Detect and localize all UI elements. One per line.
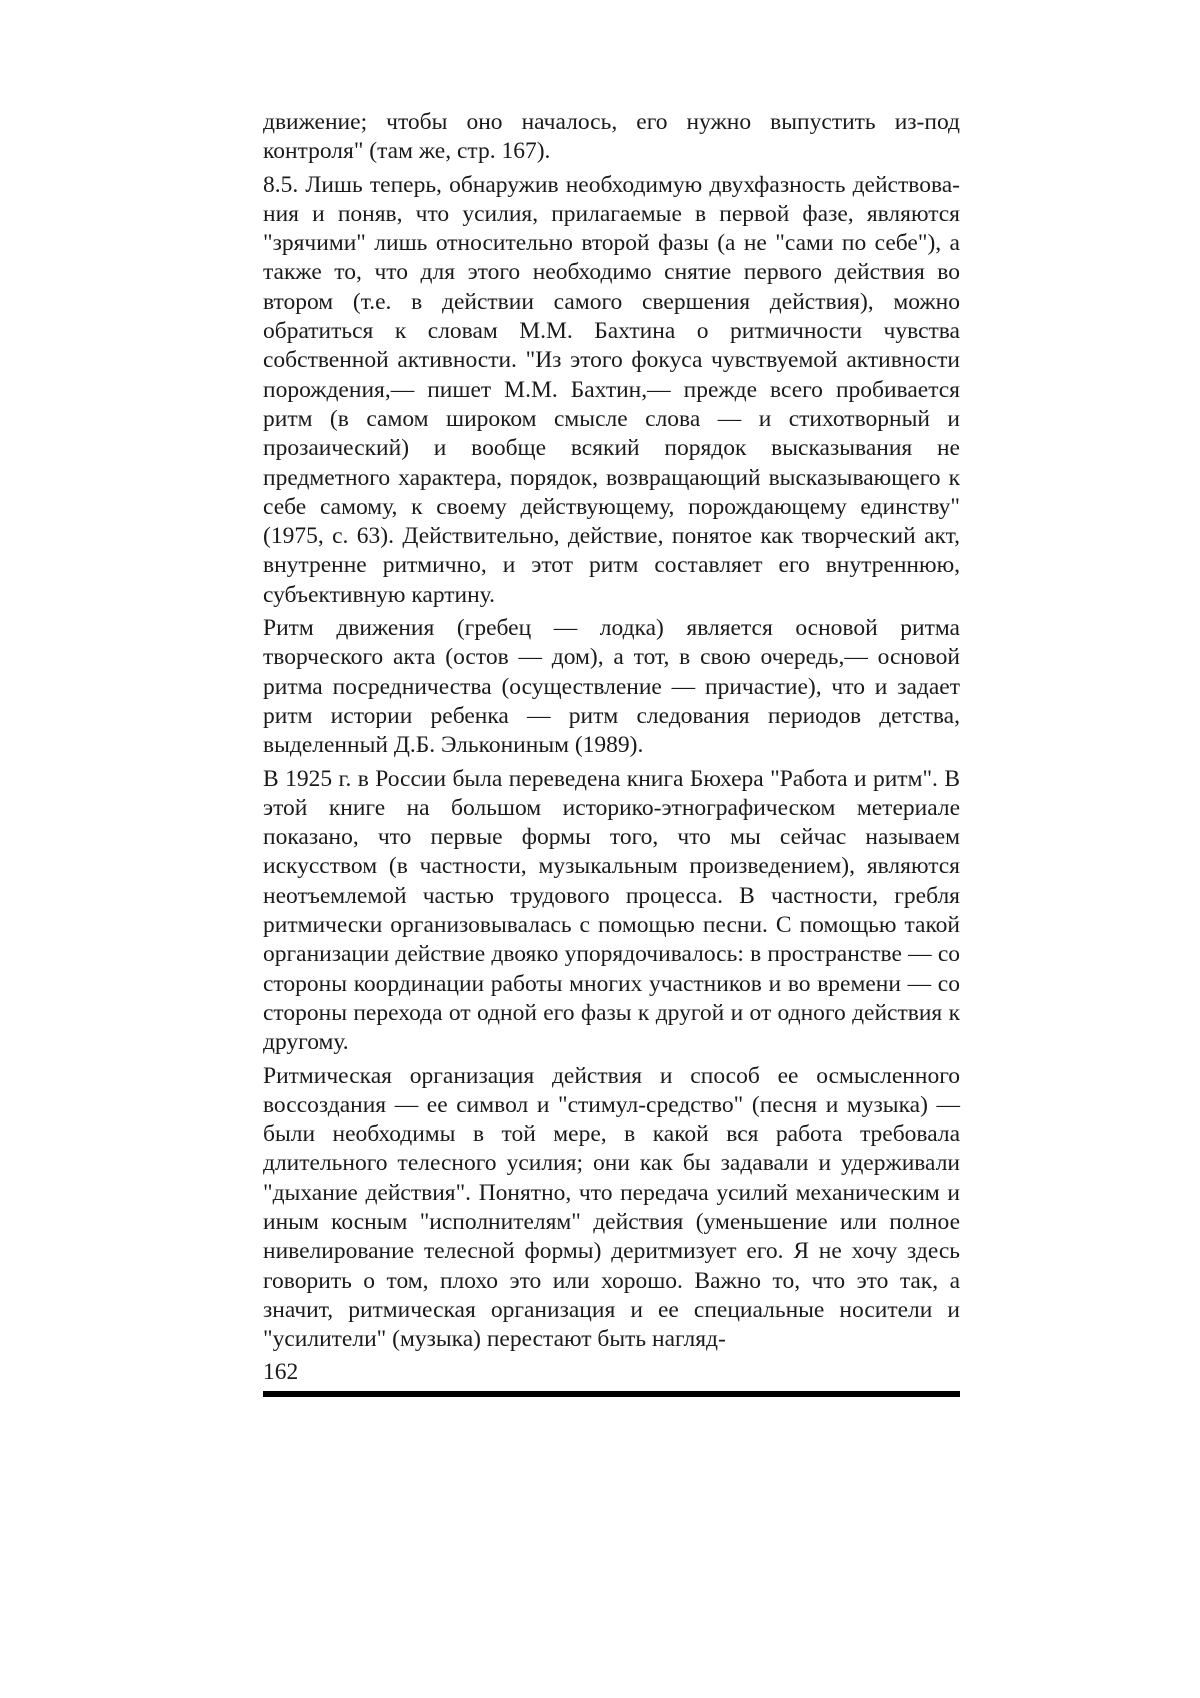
paragraph-section-8-5: 8.5. Лишь теперь, обнаружив необходимую двухфазность действова-ния и поняв, что усилия, прилагаемые в первой фазе, являются "зрячими" лишь относительно второй фазы (а не "сами по себе"), а также то, что для этого необходимо снятие первого действия во втором (т.е. в действии самого свершения действия), можно обратиться к словам М.М. Бахтина о ритмичности чувства собственной активности. "Из этого фокуса чувствуемой активности порождения,— пишет М.М. Бахтин,— прежде всего пробивается ритм (в самом широком смысле слова — и стихотворный и прозаический) и вообще всякий порядок высказывания не предметного характера, порядок, возвращающий высказывающего к себе самому, к своему действующему, порождающему единству" (1975, с. 63). Действительно, действие, понятое как творческий акт, внутренне ритмично, и этот ритм составляет его внутреннюю, субъективную картину.	[263, 171, 960, 608]
paragraph-rhythm-of-movement: Ритм движения (гребец — лодка) является основой ритма творческого акта (остов — дом), а тот, в свою очередь,— основой ритма посредничества (осуществление — причастие), что и задает ритм истории ребенка — ритм следования периодов детства, выделенный Д.Б. Элькониным (1989).	[263, 615, 960, 759]
paragraph-continuation: движение; чтобы оно началось, его нужно выпустить из-под контроля" (там же, стр. 167).	[263, 109, 960, 165]
page-number: 162	[263, 1359, 299, 1386]
paragraph-bucher-book: В 1925 г. в России была переведена книга Бюхера "Работа и ритм". В этой книге на большом историко-этнографическом метериале показано, что первые формы того, что мы сейчас называем искусством (в частности, музыкальным произведением), являются неотъемлемой частью трудового процесса. В частности, гребля ритмически организовывалась с помощью песни. С помощью такой организации действие двояко упорядочивалось: в пространстве — со стороны координации работы многих участников и во времени — со стороны перехода от одной его фазы к другой и от одного действия к другому.	[263, 765, 960, 1056]
footer-rule	[263, 1391, 960, 1397]
paragraph-rhythmic-organization: Ритмическая организация действия и способ ее осмысленного воссоздания — ее символ и "стимул-средство" (песня и музыка) — были необходимы в той мере, в какой вся работа требовала длительного телесного усилия; они как бы задавали и удерживали "дыхание действия". Понятно, что передача усилий механическим и иным косным "исполнителям" действия (уменьшение или полное нивелирование телесной формы) деритмизует его. Я не хочу здесь говорить о том, плохо это или хорошо. Важно то, что это так, а значит, ритмическая организация и ее специальные носители и "усилители" (музыка) перестают быть нагляд-	[263, 1062, 960, 1353]
document-page	[263, 108, 960, 1397]
